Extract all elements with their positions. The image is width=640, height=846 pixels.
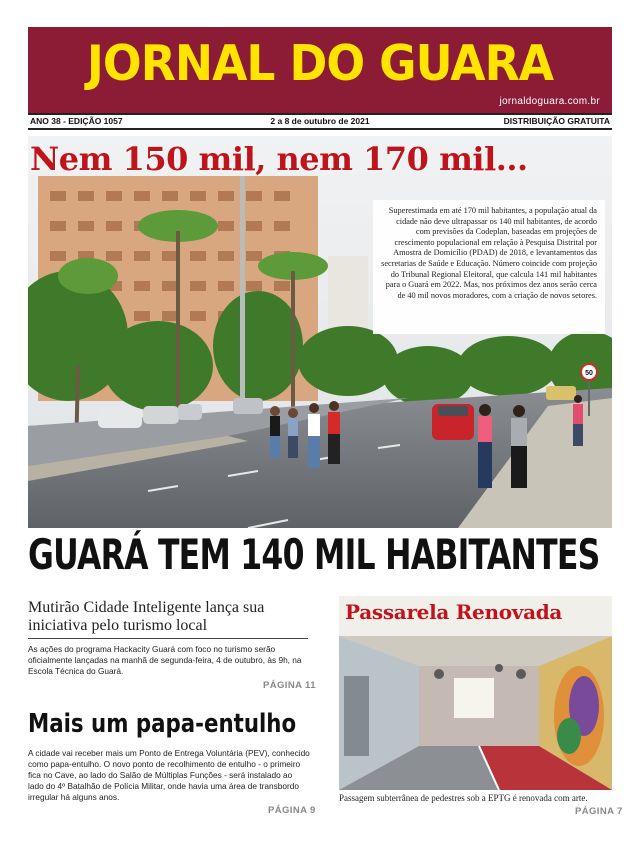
masthead-url[interactable]: jornaldoguara.com.br (499, 96, 600, 107)
entulho-story-body: A cidade vai receber mais um Ponto de Entrega Voluntária (PEV), conhecido como papa-entulho. O novo ponto de recolhimento de entulho - o primeiro fica no Cave, ao lado do Salão de Múltiplas Funções - será instalado ao lado do 4º Batalhão de Polícia Militar, onde havia uma área de transbordo irregular há alguns anos. (28, 748, 310, 802)
masthead-title: JORNAL DO GUARA (86, 35, 554, 92)
passarela-page-ref[interactable]: PÁGINA 7 (575, 806, 623, 817)
lead-callout: Superestimada em até 170 mil habitantes, a população atual da cidade não deve ultrapassar os 140 mil habitantes, de acordo com previsões da Codeplan, baseadas em projeções de crescimento populacional em relação à Pesquisa Distrital por Amostra de Domicílio (PDAD) de 2018, e levantamentos das secretarias de Saúde e Educação. Número coincide com projeção do Tribunal Regional Eleitoral, que calcula 141 mil habitantes para o Guará em 2022. Mas, nos próximos dez anos serão cerca de 40 mil novos moradores, com a criação de novos setores. (373, 200, 605, 334)
lead-banner-headline: GUARÁ TEM 140 MIL HABITANTES (28, 530, 600, 579)
issue-date: 2 a 8 de outubro de 2021 (270, 116, 370, 126)
entulho-story-title[interactable]: Mais um papa-entulho (28, 709, 297, 739)
tourism-page-ref[interactable]: PÁGINA 11 (263, 680, 316, 691)
passarela-title[interactable]: Passarela Renovada (345, 600, 563, 624)
lead-headline: Nem 150 mil, nem 170 mil... (30, 140, 528, 178)
distribution-note: DISTRIBUIÇÃO GRATUITA (503, 116, 610, 126)
masthead (28, 27, 612, 115)
issue-info-bar (28, 113, 612, 130)
entulho-page-ref[interactable]: PÁGINA 9 (268, 805, 316, 816)
tourism-story-title[interactable]: Mutirão Cidade Inteligente lança sua iniciativa pelo turismo local (28, 599, 265, 634)
edition-number: ANO 38 - EDIÇÃO 1057 (30, 116, 123, 126)
passarela-caption: Passagem subterrânea de pedestres sob a EPTG é renovada com arte. (339, 793, 588, 803)
tourism-story-body: As ações do programa Hackacity Guará com foco no turismo serão oficialmente lançadas na manhã de segunda-feira, 4 de outubro, às 9h, na Escola Técnica do Guará. (28, 644, 302, 676)
divider (28, 638, 308, 639)
passarela-photo (339, 596, 612, 790)
speed-limit-sign: 50 (585, 370, 593, 377)
